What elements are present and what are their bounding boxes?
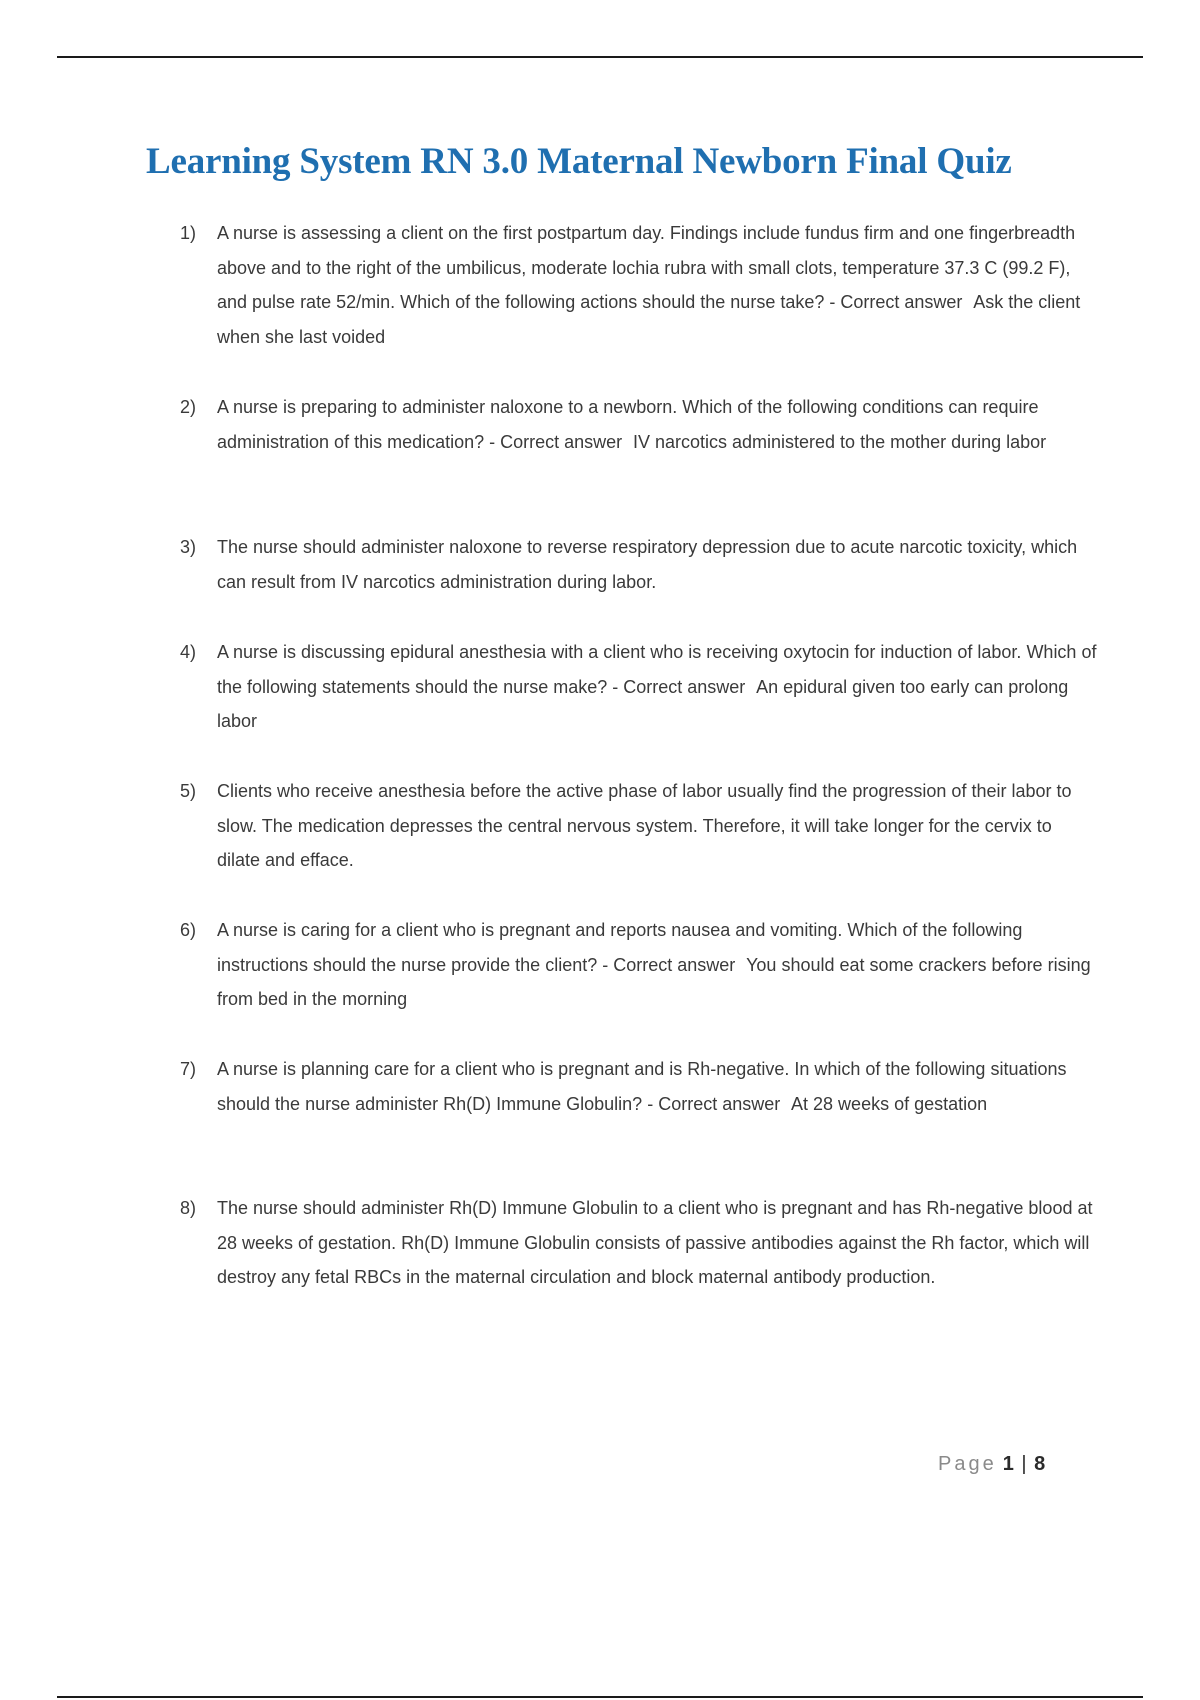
page-label: Page — [938, 1453, 997, 1475]
correct-answer: IV narcotics administered to the mother during labor — [632, 431, 1047, 452]
correct-answer: You should eat some crackers before rising from bed in the morning — [217, 954, 1091, 1009]
question-text — [217, 1052, 1097, 1121]
question-text — [217, 530, 1097, 599]
question-number: 5) — [180, 781, 197, 801]
question-body: The nurse should administer naloxone to reverse respiratory depression due to acute narcotic toxicity, which can result from IV narcotics administration during labor. — [217, 537, 1078, 592]
page-footer — [938, 1453, 1045, 1476]
question-text — [217, 216, 1097, 354]
question-number: 1) — [180, 223, 197, 243]
question-text — [217, 913, 1097, 1017]
question-number: 3) — [180, 537, 197, 557]
correct-answer: At 28 weeks of gestation — [791, 1093, 988, 1114]
question-number: 6) — [180, 920, 197, 940]
correct-answer: Ask the client when she last voided — [217, 292, 1081, 347]
question-body: A nurse is discussing epidural anesthesia with a client who is receiving oxytocin for induction of labor. Which of the following statements should the nurse make? - Correct answer — [217, 642, 1097, 697]
bottom-rule — [57, 1696, 1143, 1698]
question-body: Clients who receive anesthesia before the active phase of labor usually find the progression of their labor to slow. The medication depresses the central nervous system. Therefore, it will take longer for the cervix to dilate and efface. — [217, 781, 1072, 870]
question-text — [217, 1191, 1097, 1295]
correct-answer: An epidural given too early can prolong labor — [217, 676, 1069, 731]
question-number: 7) — [180, 1059, 197, 1079]
question-body: A nurse is planning care for a client who is pregnant and is Rh-negative. In which of the following situations should the nurse administer Rh(D) Immune Globulin? - Correct answer — [217, 1059, 1067, 1114]
question-number: 8) — [180, 1198, 197, 1218]
page-total: 8 — [1034, 1453, 1046, 1475]
top-rule — [57, 56, 1143, 58]
question-body: The nurse should administer Rh(D) Immune Globulin to a client who is pregnant and has Rh-negative blood at 28 weeks of gestation. Rh(D) Immune Globulin consists of passive antibodies against the Rh factor, which will destroy any fetal RBCs in the maternal circulation and block maternal antibody production. — [217, 1198, 1093, 1287]
question-number: 2) — [180, 397, 197, 417]
question-text — [217, 390, 1097, 459]
page-number: 1 — [1002, 1453, 1014, 1475]
question-text — [217, 774, 1097, 878]
question-body: A nurse is assessing a client on the first postpartum day. Findings include fundus firm and one fingerbreadth above and to the right of the umbilicus, moderate lochia rubra with small clots, temperature 37.3 C (99.2 F), and pulse rate 52/min. Which of the following actions should the nurse take? - Correct answer — [217, 223, 1076, 312]
question-body: A nurse is preparing to administer naloxone to a newborn. Which of the following conditions can require administration of this medication? - Correct answer — [217, 397, 1039, 452]
question-number: 4) — [180, 642, 197, 662]
question-text — [217, 635, 1097, 739]
question-body: A nurse is caring for a client who is pregnant and reports nausea and vomiting. Which of the following instructions should the nurse provide the client? - Correct answer — [217, 920, 1023, 975]
page-separator: | — [1021, 1453, 1027, 1475]
page-title: Learning System RN 3.0 Maternal Newborn Final Quiz — [146, 141, 1012, 182]
